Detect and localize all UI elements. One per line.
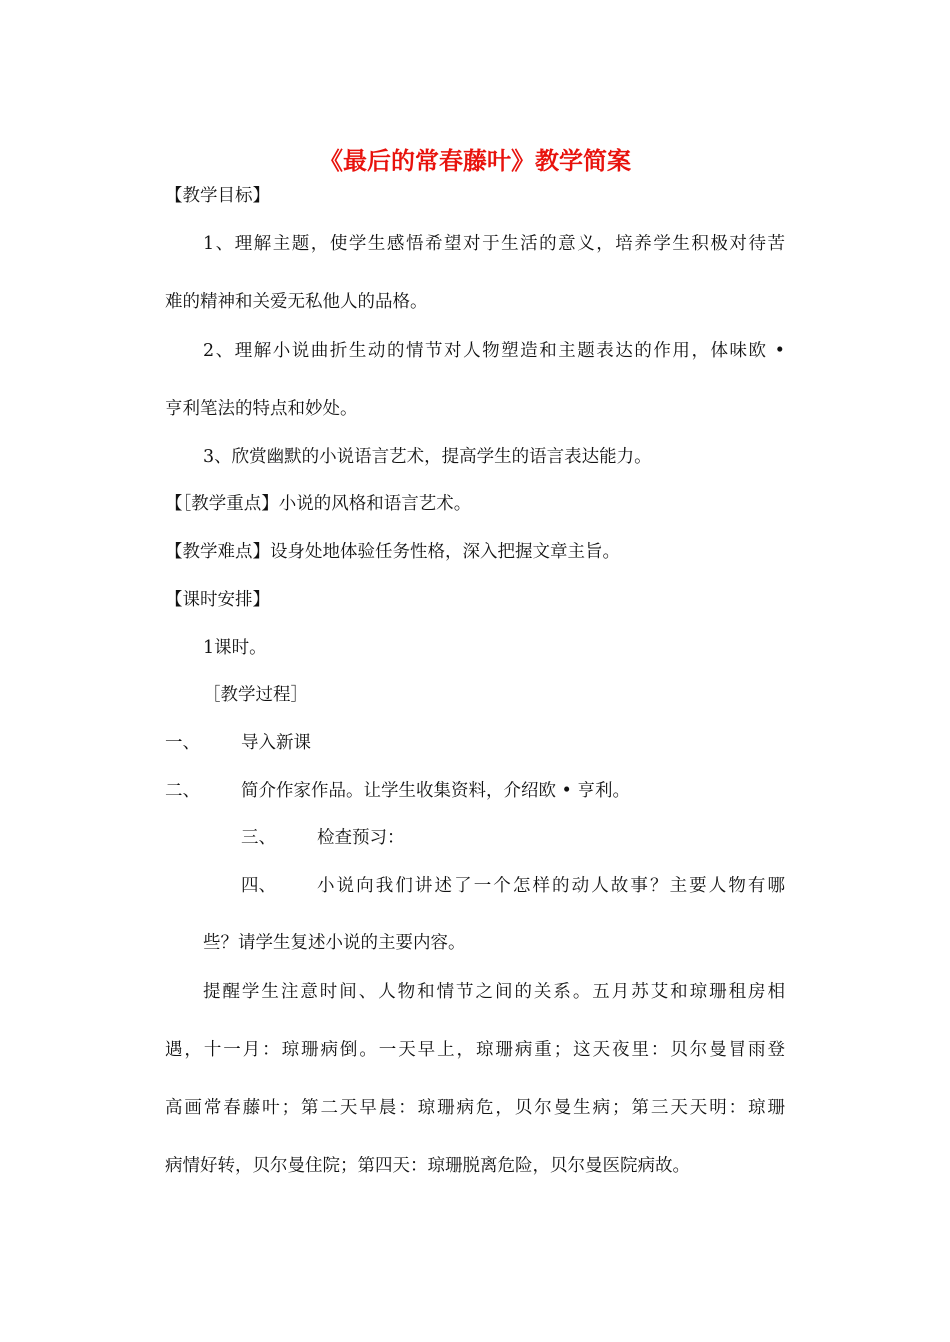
step-text: 检查预习： [317,828,405,848]
objectives-heading: 【教学目标】 [165,186,270,206]
document-title: 《最后的常春藤叶》教学简案 [319,147,631,175]
schedule-value: 1课时。 [203,638,267,658]
step-number: 二、 [165,781,200,801]
step-text: 小说向我们讲述了一个怎样的动人故事？主要人物有哪 [317,876,785,896]
reminder-line-2: 遇，十一月：琼珊病倒。一天早上，琼珊病重；这天夜里：贝尔曼冒雨登 [165,1040,785,1060]
step-4-continuation: 些？请学生复述小说的主要内容。 [203,933,466,953]
step-text: 导入新课 [241,733,311,753]
objective-3: 3、欣赏幽默的小说语言艺术，提高学生的语言表达能力。 [203,447,652,467]
reminder-line-4: 病情好转，贝尔曼住院；第四天：琼珊脱离危险，贝尔曼医院病故。 [165,1156,690,1176]
step-text: 简介作家作品。让学生收集资料，介绍欧 • 亨利。 [241,781,630,801]
schedule-heading: 【课时安排】 [165,590,270,610]
process-heading: ［教学过程］ [203,685,308,705]
reminder-line-3: 高画常春藤叶；第二天早晨：琼珊病危，贝尔曼生病；第三天天明：琼珊 [165,1098,785,1118]
reminder-line-1: 提醒学生注意时间、人物和情节之间的关系。五月苏艾和琼珊租房相 [203,982,785,1002]
step-number: 一、 [165,733,200,753]
objective-2-line-1: 2、理解小说曲折生动的情节对人物塑造和主题表达的作用，体味欧 • [203,341,785,361]
objective-1-line-2: 难的精神和关爱无私他人的品格。 [165,292,428,312]
objective-2-line-2: 亨利笔法的特点和妙处。 [165,399,358,419]
step-number: 四、 [241,876,276,896]
difficulty: 【教学难点】设身处地体验任务性格，深入把握文章主旨。 [165,542,620,562]
objective-1-line-1: 1、理解主题，使学生感悟希望对于生活的意义，培养学生积极对待苦 [203,234,785,254]
key-point: 【［教学重点】小说的风格和语言艺术。 [165,494,472,514]
step-number: 三、 [241,828,276,848]
